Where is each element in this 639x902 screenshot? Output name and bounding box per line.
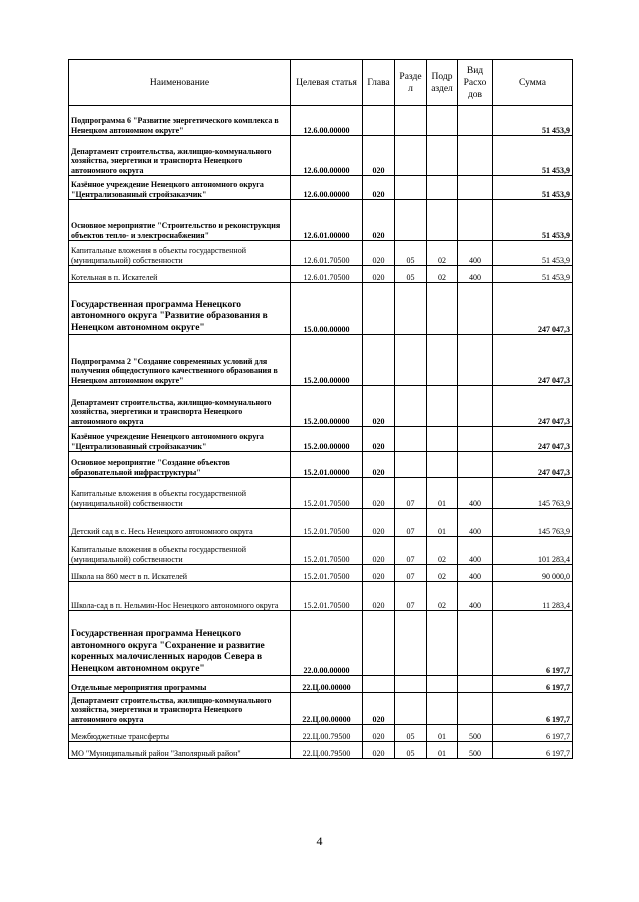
- row-name: Подпрограмма 2 "Создание современных условий для получения общедоступного качественного образования в Ненецком автономном округе": [69, 335, 291, 386]
- row-chapter: 020: [363, 136, 395, 176]
- row-chapter: 020: [363, 241, 395, 266]
- row-chapter: 020: [363, 537, 395, 565]
- row-name: Департамент строительства, жилищно-коммунального хозяйства, энергетики и транспорта Ненецкого автономного округа: [69, 386, 291, 427]
- row-subsection: [427, 200, 458, 241]
- row-expense-type: [458, 200, 493, 241]
- row-sum: 51 453,9: [493, 106, 573, 136]
- row-expense-type: [458, 106, 493, 136]
- row-sum: 6 197,7: [493, 725, 573, 742]
- table-row: [69, 335, 573, 386]
- row-name: Отдельные мероприятия программы: [69, 676, 291, 693]
- row-chapter: 020: [363, 693, 395, 725]
- table-row: [69, 693, 573, 725]
- row-article: 15.0.00.00000: [291, 283, 363, 335]
- row-subsection: [427, 611, 458, 676]
- row-sum: 6 197,7: [493, 676, 573, 693]
- row-subsection: 02: [427, 241, 458, 266]
- row-expense-type: [458, 136, 493, 176]
- row-name: Капитальные вложения в объекты государственной (муниципальной) собственности: [69, 537, 291, 565]
- table-row: [69, 537, 573, 565]
- column-header-article: Целевая статья: [291, 60, 363, 106]
- column-header-chapter: Глава: [363, 60, 395, 106]
- row-expense-type: [458, 693, 493, 725]
- row-section: 05: [395, 742, 427, 759]
- row-name: Казённое учреждение Ненецкого автономного округа "Централизованный стройзаказчик": [69, 176, 291, 200]
- row-section: [395, 676, 427, 693]
- row-expense-type: [458, 452, 493, 478]
- row-expense-type: [458, 176, 493, 200]
- table-row: [69, 452, 573, 478]
- row-section: [395, 452, 427, 478]
- row-sum: 6 197,7: [493, 742, 573, 759]
- row-sum: 247 047,3: [493, 283, 573, 335]
- table-row: [69, 478, 573, 509]
- row-chapter: [363, 106, 395, 136]
- row-section: [395, 176, 427, 200]
- row-article: 12.6.00.00000: [291, 136, 363, 176]
- row-article: 15.2.00.00000: [291, 427, 363, 452]
- row-section: [395, 693, 427, 725]
- row-chapter: 020: [363, 427, 395, 452]
- row-section: 07: [395, 537, 427, 565]
- row-chapter: 020: [363, 725, 395, 742]
- table-row: [69, 427, 573, 452]
- row-name: Государственная программа Ненецкого автономного округа "Развитие образования в Ненецком автономном округе": [69, 283, 291, 335]
- row-sum: 247 047,3: [493, 427, 573, 452]
- row-sum: 11 283,4: [493, 582, 573, 611]
- column-header-sum: Сумма: [493, 60, 573, 106]
- table-row: [69, 241, 573, 266]
- row-name: Казённое учреждение Ненецкого автономного округа "Централизованный стройзаказчик": [69, 427, 291, 452]
- row-article: 15.2.01.70500: [291, 565, 363, 582]
- row-chapter: 020: [363, 266, 395, 283]
- row-article: 15.2.01.70500: [291, 509, 363, 537]
- row-sum: 90 000,0: [493, 565, 573, 582]
- row-expense-type: 400: [458, 241, 493, 266]
- row-expense-type: [458, 427, 493, 452]
- row-article: 22.Ц.00.00000: [291, 676, 363, 693]
- row-section: [395, 283, 427, 335]
- row-chapter: 020: [363, 200, 395, 241]
- row-subsection: [427, 386, 458, 427]
- row-sum: 51 453,9: [493, 200, 573, 241]
- row-subsection: [427, 283, 458, 335]
- table-row: [69, 611, 573, 676]
- budget-table: [68, 59, 573, 759]
- row-expense-type: 400: [458, 537, 493, 565]
- row-section: 05: [395, 241, 427, 266]
- table-row: [69, 509, 573, 537]
- row-subsection: [427, 136, 458, 176]
- row-sum: 247 047,3: [493, 335, 573, 386]
- page-number: 4: [316, 834, 323, 848]
- row-expense-type: 500: [458, 725, 493, 742]
- row-section: [395, 386, 427, 427]
- row-section: [395, 335, 427, 386]
- table-row: [69, 266, 573, 283]
- table-row: [69, 725, 573, 742]
- row-chapter: 020: [363, 386, 395, 427]
- column-header-expense-type: Вид Расхо дов: [458, 60, 493, 106]
- column-header-name: Наименование: [69, 60, 291, 106]
- row-name: Котельная в п. Искателей: [69, 266, 291, 283]
- row-section: 07: [395, 509, 427, 537]
- table-header-row: [69, 60, 573, 106]
- row-sum: 145 763,9: [493, 478, 573, 509]
- row-name: Департамент строительства, жилищно-коммунального хозяйства, энергетики и транспорта Ненецкого автономного округа: [69, 136, 291, 176]
- row-expense-type: 400: [458, 565, 493, 582]
- row-article: 15.2.01.70500: [291, 478, 363, 509]
- row-section: [395, 200, 427, 241]
- row-article: 12.6.00.00000: [291, 176, 363, 200]
- row-subsection: [427, 335, 458, 386]
- row-expense-type: 400: [458, 266, 493, 283]
- row-name: Основное мероприятие "Строительство и реконструкция объектов тепло- и электроснабжения": [69, 200, 291, 241]
- row-name: Детский сад в с. Несь Ненецкого автономного округа: [69, 509, 291, 537]
- row-subsection: [427, 676, 458, 693]
- row-expense-type: [458, 283, 493, 335]
- table-row: [69, 386, 573, 427]
- row-article: 12.6.01.00000: [291, 200, 363, 241]
- row-name: Департамент строительства, жилищно-коммунального хозяйства, энергетики и транспорта Ненецкого автономного округа: [69, 693, 291, 725]
- row-subsection: 02: [427, 537, 458, 565]
- row-name: Основное мероприятие "Создание объектов образовательной инфраструктуры": [69, 452, 291, 478]
- column-header-section: Разде л: [395, 60, 427, 106]
- row-section: 05: [395, 266, 427, 283]
- row-chapter: 020: [363, 742, 395, 759]
- row-subsection: [427, 106, 458, 136]
- row-name: Подпрограмма 6 "Развитие энергетического комплекса в Ненецком автономном округе": [69, 106, 291, 136]
- row-subsection: 01: [427, 509, 458, 537]
- row-sum: 6 197,7: [493, 693, 573, 725]
- row-subsection: 02: [427, 582, 458, 611]
- table-row: [69, 136, 573, 176]
- row-expense-type: [458, 335, 493, 386]
- row-sum: 247 047,3: [493, 386, 573, 427]
- row-sum: 51 453,9: [493, 176, 573, 200]
- row-chapter: 020: [363, 478, 395, 509]
- row-chapter: [363, 676, 395, 693]
- table-row: [69, 176, 573, 200]
- table-row: [69, 676, 573, 693]
- row-subsection: [427, 176, 458, 200]
- row-subsection: [427, 693, 458, 725]
- row-sum: 51 453,9: [493, 136, 573, 176]
- row-chapter: [363, 283, 395, 335]
- row-expense-type: 400: [458, 509, 493, 537]
- row-subsection: [427, 452, 458, 478]
- row-name: Школа-сад в п. Нельмин-Нос Ненецкого автономного округа: [69, 582, 291, 611]
- row-article: 15.2.01.70500: [291, 537, 363, 565]
- table-row: [69, 582, 573, 611]
- row-name: Межбюджетные трансферты: [69, 725, 291, 742]
- row-section: 05: [395, 725, 427, 742]
- row-subsection: 02: [427, 565, 458, 582]
- row-name: Капитальные вложения в объекты государственной (муниципальной) собственности: [69, 478, 291, 509]
- row-article: 12.6.01.70500: [291, 241, 363, 266]
- row-chapter: [363, 611, 395, 676]
- row-article: 22.Ц.00.79500: [291, 742, 363, 759]
- table-row: [69, 106, 573, 136]
- row-name: МО "Муниципальный район "Заполярный район": [69, 742, 291, 759]
- row-sum: 6 197,7: [493, 611, 573, 676]
- row-article: 15.2.00.00000: [291, 335, 363, 386]
- row-sum: 51 453,9: [493, 266, 573, 283]
- row-expense-type: [458, 676, 493, 693]
- table-row: [69, 283, 573, 335]
- row-sum: 51 453,9: [493, 241, 573, 266]
- row-article: 15.2.01.00000: [291, 452, 363, 478]
- row-expense-type: [458, 611, 493, 676]
- row-name: Государственная программа Ненецкого автономного округа "Сохранение и развитие коренных малочисленных народов Севера в Ненецком автономном округе": [69, 611, 291, 676]
- row-expense-type: 400: [458, 478, 493, 509]
- row-section: [395, 106, 427, 136]
- row-subsection: 02: [427, 266, 458, 283]
- row-article: 22.0.00.00000: [291, 611, 363, 676]
- row-article: 12.6.00.00000: [291, 106, 363, 136]
- row-chapter: 020: [363, 452, 395, 478]
- row-chapter: 020: [363, 565, 395, 582]
- row-subsection: [427, 427, 458, 452]
- row-name: Капитальные вложения в объекты государственной (муниципальной) собственности: [69, 241, 291, 266]
- row-chapter: 020: [363, 509, 395, 537]
- row-expense-type: 500: [458, 742, 493, 759]
- row-sum: 101 283,4: [493, 537, 573, 565]
- row-subsection: 01: [427, 742, 458, 759]
- row-expense-type: [458, 386, 493, 427]
- table-row: [69, 200, 573, 241]
- row-expense-type: 400: [458, 582, 493, 611]
- row-article: 15.2.00.00000: [291, 386, 363, 427]
- row-chapter: 020: [363, 582, 395, 611]
- row-section: 07: [395, 582, 427, 611]
- row-section: [395, 427, 427, 452]
- row-article: 22.Ц.00.79500: [291, 725, 363, 742]
- row-sum: 247 047,3: [493, 452, 573, 478]
- row-article: 15.2.01.70500: [291, 582, 363, 611]
- row-subsection: 01: [427, 478, 458, 509]
- row-article: 12.6.01.70500: [291, 266, 363, 283]
- row-section: [395, 136, 427, 176]
- row-chapter: [363, 335, 395, 386]
- table-row: [69, 742, 573, 759]
- row-sum: 145 763,9: [493, 509, 573, 537]
- row-section: 07: [395, 478, 427, 509]
- row-name: Школа на 860 мест в п. Искателей: [69, 565, 291, 582]
- row-section: [395, 611, 427, 676]
- row-chapter: 020: [363, 176, 395, 200]
- column-header-subsection: Подр аздел: [427, 60, 458, 106]
- row-section: 07: [395, 565, 427, 582]
- table-row: [69, 565, 573, 582]
- row-article: 22.Ц.00.00000: [291, 693, 363, 725]
- row-subsection: 01: [427, 725, 458, 742]
